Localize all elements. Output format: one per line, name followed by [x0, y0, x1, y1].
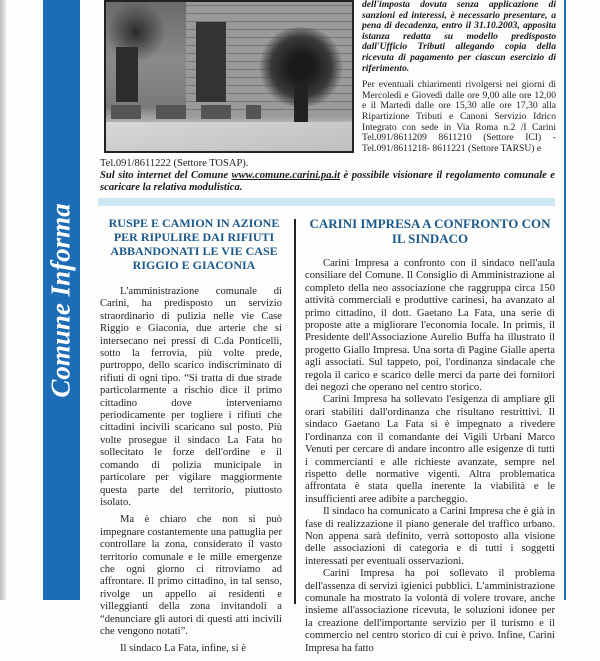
photo-planters: [111, 105, 261, 119]
photo-sidewalk: [106, 122, 354, 153]
tax-notice: [362, 0, 556, 160]
photo-door: [196, 22, 226, 102]
right-article-title: CARINI IMPRESA A CONFRONTO CON IL SINDACO: [309, 216, 551, 246]
website-note-after: è possibile visionare il regolamento comunale e scaricare la relativa modulistica.: [100, 170, 556, 194]
website-note-before: Sul sito internet del Comune: [100, 170, 232, 181]
column-divider: [294, 219, 296, 604]
right-article-body: [305, 258, 555, 655]
paragraph: Carini Impresa ha poi sollevato il problema dell'assenza di servizi igienici pubblici. L'amministrazione comunale ha mostrato la volontà di volere trovare, anche insieme all'associazione ricevuta, le soluzioni idonee per la creazione dell'importante servizio per il turismo e il commercio nel centro storico di cui è privo. Infine, Carini Impresa ha fatto: [305, 568, 555, 654]
website-link[interactable]: www.comune.carini.pa.it: [231, 170, 341, 181]
paragraph: Il sindaco ha comunicato a Carini Impresa che è già in fase di realizzazione il piano generale del traffico urbano. Non appena sarà definito, verrà sottoposto alla visione delle associazioni di categoria e di tutti i soggetti interessati per eventuali osservazioni.: [305, 506, 555, 567]
masthead-title: Comune Informa: [46, 202, 76, 398]
paragraph: L'amministrazione comunale di Carini, ha predisposto un servizio straordinario di pulizia nelle vie Case Riggio e Giaconia, due arterie che si intersecano nei pressi di C.da Ponticelli, sotto la ferrovia, più volte prede, purtroppo, dello scarico indiscriminato di rifiuti di ogni tipo. “Si tratta di due strade particolarmente a rischio dice il primo cittadino dove interveniamo periodicamente per togliere i rifiuti che cittadini incivili scaricano sul posto. Più volte prosegue il sindaco La Fata ho sollecitato le forze dell'ordine e il comando di polizia municipale in particolare per vigilare maggiormente questa parte del territorio, piuttosto isolato.: [100, 286, 282, 508]
right-border-line: [564, 0, 566, 600]
paragraph: Ma è chiaro che non si può impegnare costantemente una pattuglia per controllare la zona, considerato il vasto territorio comunale e le mille emergenze che ogni giorno ci ritroviamo ad affrontare. Il primo cittadino, in tal senso, rivolge un appello ai residenti e villeggianti della zona invitandoli a “denunciare gli autori di questi atti incivili che vengono notati”.: [100, 514, 282, 637]
left-article-title: RUSPE E CAMION IN AZIONE PER RIPULIRE DAI RIFIUTI ABBANDONATI LE VIE CASE RIGGIO E GIACONIA: [108, 216, 280, 272]
masthead: [43, 180, 80, 420]
paragraph: Carini Impresa a confronto con il sindaco nell'aula consiliare del Comune. Il Consiglio di Amministrazione al completo della neo associazione che raggruppa circa 150 attività commerciali e produttive carinesi, ha avanzato al primo cittadino, il dott. Gaetano La Fata, una serie di proposte atte a migliorare l'economia locale. In primis, il Presidente dell'Associazione Aurelio Buffa ha illustrato il progetto Giallo Impresa. Una sorta di Pagine Gialle aperta agli associati. Sul tappeto, poi, l'ordinanza sindacale che regola il carico e scarico delle merci da parte dei fornitori dei negozi che operano nel centro storico.: [305, 258, 555, 394]
website-note: [100, 170, 555, 195]
notice-italic: dell'imposta dovuta senza applicazione di sanzioni ed interessi, è necessario presentare, a pena di decadenza, entro il 31.10.2003, apposita istanza redatta su modello predisposto dall'Ufficio Tributi allegando copia della ricevuta di pagamento per ciascun esercizio di riferimento.: [362, 0, 556, 74]
left-article-body: [100, 286, 282, 661]
paragraph: Il sindaco La Fata, infine, si è: [120, 643, 246, 655]
page-edge-shadow: [0, 0, 6, 600]
tosap-phone: Tel.091/8611222 (Settore TOSAP).: [100, 158, 249, 169]
paragraph: Carini Impresa ha sollevato l'esigenza di ampliare gli orari stabiliti dall'ordinanza che risultano restrittivi. Il sindaco Gaetano La Fata si è impegnato a rivedere l'ordinanza con il comandante dei Vigili Urbani Marco Venuti per cercare di andare incontro alle esigenze di tutti i commercianti e alle richieste avanzate, sempre nel rispetto delle normative vigenti. Altra problematica affrontata è stata quella inerente la viabilità e le insufficienti aree adibite a parcheggio.: [305, 394, 555, 505]
notice-contacts: Per eventuali chiarimenti rivolgersi nei giorni di Mercoledì e Giovedì dalle ore 9,00 alle ore 12,00 e il Martedì dalle ore 15,30 alle ore 17,30 alla Ripartizione Tributi e Canoni Servizio Idrico Integrato con sede in Via Roma n.2 /I Carini Tel.091/8611209 8611210 (Settore ICI) - Tel.091/8611218- 8611221 (Settore TARSU) e: [362, 79, 556, 154]
photo-window: [116, 47, 138, 102]
town-hall-photo: [104, 0, 354, 153]
section-separator-band: [98, 198, 555, 206]
